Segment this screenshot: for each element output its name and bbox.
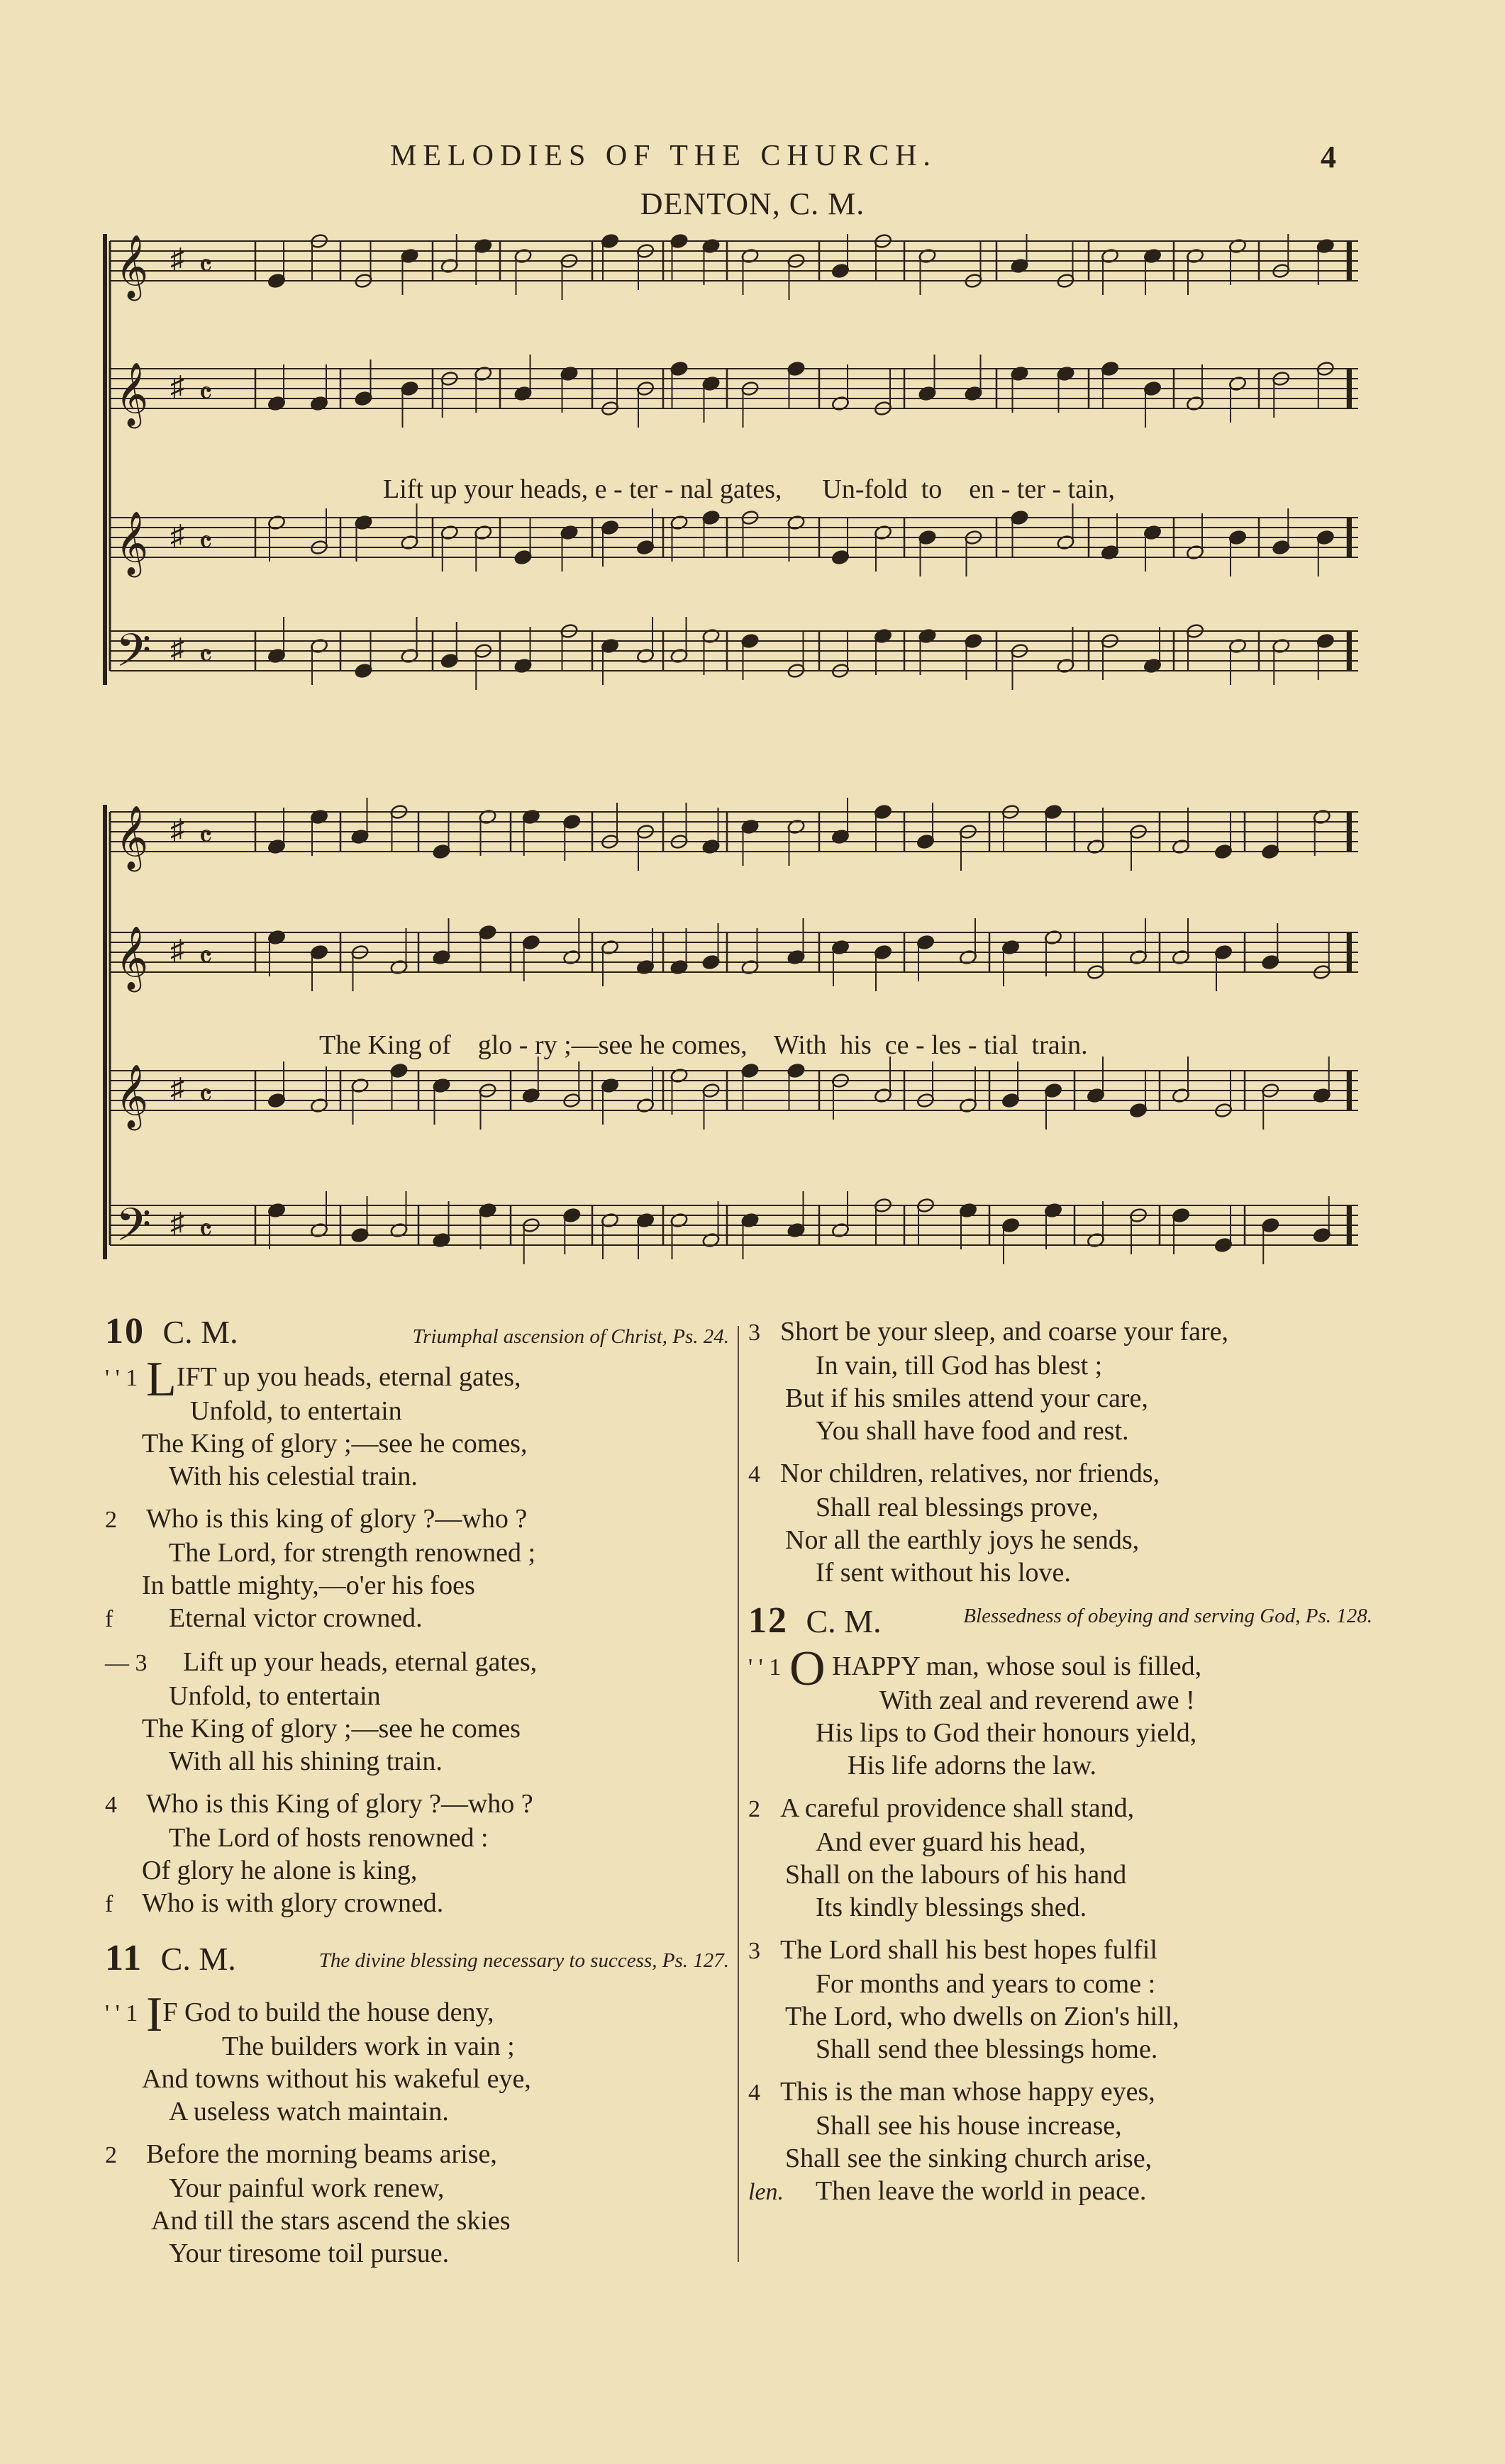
hymn-12 [748, 1600, 1372, 2209]
verse-line: In vain, till God has blest ; [816, 1351, 1103, 1381]
verse-text: Short be your sleep, and coarse your fare, [780, 1317, 1229, 1347]
hymn-heading [105, 1311, 729, 1356]
verse-line: You shall have food and rest. [816, 1416, 1129, 1446]
lyrics-line-1: Lift up your heads, e - ter - nal gates, Un-fold to en - ter - tain, [383, 474, 1116, 504]
verse-text: Eternal victor crowned. [169, 1603, 423, 1633]
verse-text: This is the man whose happy eyes, [780, 2077, 1155, 2107]
hymn-number: 11 [105, 1938, 143, 1978]
page-number: 4 [1321, 140, 1336, 174]
verse-text: Who is this King of glory ?—who ? [146, 1789, 533, 1819]
hymn-subject: Blessedness of obeying and serving God, Ps. 128. [963, 1605, 1372, 1627]
hymns-right-column [748, 1315, 1372, 2221]
sharp-icon: ♯ [170, 1207, 184, 1239]
stanza [748, 1934, 1372, 2066]
time-signature-icon: 𝄴 [199, 525, 213, 560]
staff [110, 355, 1358, 429]
hymn-number: 10 [105, 1311, 145, 1351]
stanza-marker: ' ' 1 [748, 1654, 782, 1680]
verse-line: Nor all the earthly joys he sends, [785, 1525, 1140, 1555]
verse-text: HAPPY man, whose soul is filled, [825, 1651, 1202, 1681]
hymn-11 [105, 1938, 729, 2270]
music-system-2 [103, 791, 1369, 1287]
verse-line [748, 1792, 1372, 1826]
verse-line: Its kindly blessings shed. [816, 1892, 1087, 1922]
verse-line: With zeal and reverend awe ! [879, 1685, 1195, 1715]
time-signature-icon: 𝄴 [199, 1213, 213, 1248]
verse-line: If sent without his love. [816, 1558, 1071, 1588]
verse-line [748, 1641, 1372, 1696]
verse-line: In battle mighty,—o'er his foes [142, 1571, 475, 1600]
stanza [748, 1792, 1372, 1924]
verse-line: Your tiresome toil pursue. [169, 2239, 450, 2268]
sharp-icon: ♯ [170, 519, 184, 551]
verse-line: His life adorns the law. [848, 1751, 1097, 1780]
bass-clef-icon: 𝄢 [116, 625, 152, 689]
stanza [748, 2075, 1372, 2209]
verse-text: Lift up your heads, eternal gates, [183, 1647, 538, 1677]
verse-line [748, 1934, 1372, 1968]
staff [110, 503, 1358, 578]
verse-line: The King of glory ;—see he comes, [142, 1429, 528, 1459]
sharp-icon: ♯ [170, 813, 184, 845]
verse-text: F God to build the house deny, [162, 1997, 494, 2027]
music-system-1 [103, 234, 1369, 730]
treble-clef-icon: 𝄞 [116, 511, 149, 575]
sharp-icon: ♯ [170, 1072, 184, 1104]
dynamic-marker: len. [748, 2179, 784, 2205]
stanza [748, 1641, 1372, 1782]
verse-text: Before the morning beams arise, [146, 2139, 497, 2169]
verse-line: His lips to God their honours yield, [816, 1718, 1197, 1748]
verse-line: The builders work in vain ; [222, 2031, 515, 2061]
stanza [105, 1352, 729, 1493]
treble-clef-icon: 𝄞 [116, 805, 149, 869]
dynamic-marker: f [105, 1606, 113, 1632]
staff [110, 1057, 1358, 1131]
verse-line: Unfold, to entertain [169, 1681, 381, 1711]
stanza [105, 2138, 729, 2270]
staff [110, 1191, 1358, 1264]
verse-text: A careful providence shall stand, [780, 1793, 1135, 1823]
staff [110, 918, 1358, 993]
staff [110, 234, 1358, 301]
treble-clef-icon: 𝄞 [116, 362, 149, 426]
verse-line: But if his smiles attend your care, [785, 1383, 1148, 1413]
treble-clef-icon: 𝄞 [116, 926, 149, 990]
running-head [0, 139, 1505, 182]
final-barline [1348, 518, 1352, 557]
stanza-marker: 2 [748, 1796, 760, 1822]
verse-line [748, 2075, 1372, 2109]
verse-line: And towns without his wakeful eye, [142, 2064, 531, 2094]
verse-line: With his celestial train. [169, 1461, 418, 1491]
stanza-marker: 2 [105, 2142, 117, 2168]
verse-text: Who is this king of glory ?—who ? [146, 1504, 528, 1534]
time-signature-icon: 𝄴 [199, 639, 213, 674]
verse-line [105, 1988, 729, 2042]
verse-line: Shall see his house increase, [816, 2111, 1122, 2141]
verse-line: A useless watch maintain. [169, 2097, 449, 2126]
verse-line: Shall real blessings prove, [816, 1493, 1099, 1522]
stanza-marker: ' ' 1 [105, 2000, 138, 2027]
time-signature-icon: 𝄴 [199, 820, 213, 854]
hymn-meter: C. M. [160, 1941, 236, 1977]
verse-line [748, 2175, 1372, 2209]
verse-line: The King of glory ;—see he comes [142, 1714, 521, 1744]
verse-line: And till the stars ascend the skies [151, 2206, 511, 2236]
verse-line [105, 1602, 729, 1636]
time-signature-icon: 𝄴 [199, 249, 213, 284]
column-divider [738, 1326, 739, 2262]
treble-clef-icon: 𝄞 [116, 1064, 149, 1128]
verse-line [105, 1352, 729, 1407]
stanza [748, 1315, 1372, 1447]
verse-line: Shall on the labours of his hand [785, 1860, 1127, 1890]
verse-line: With all his shining train. [169, 1746, 443, 1776]
verse-line [105, 1646, 729, 1680]
hymn-meter: C. M. [806, 1603, 882, 1639]
hymn-subject: The divine blessing necessary to success, Ps. 127. [318, 1949, 729, 1972]
running-title: MELODIES OF THE CHURCH. [390, 140, 937, 172]
verse-line: Shall send thee blessings home. [816, 2034, 1158, 2064]
verse-text: The Lord shall his best hopes fulfil [780, 1935, 1157, 1965]
stanza-marker: 4 [105, 1792, 117, 1818]
hymn-heading [748, 1600, 1372, 1646]
verse-line: Unfold, to entertain [190, 1396, 402, 1426]
staff [110, 798, 1358, 872]
stanza [105, 1503, 729, 1636]
hymn-subject: Triumphal ascension of Christ, Ps. 24. [412, 1325, 729, 1348]
drop-capital: O [789, 1641, 826, 1696]
final-barline [1348, 1071, 1352, 1110]
time-signature-icon: 𝄴 [199, 940, 213, 975]
sharp-icon: ♯ [170, 934, 184, 966]
verse-line [105, 1887, 729, 1921]
sharp-icon: ♯ [170, 632, 184, 664]
drop-capital: I [146, 1988, 163, 2042]
verse-line: Shall see the sinking church arise, [785, 2144, 1153, 2173]
stanza-marker: 3 [748, 1320, 760, 1346]
stanza-marker: — 3 [105, 1650, 148, 1676]
stanza [105, 1788, 729, 1921]
verse-line [748, 1315, 1372, 1349]
verse-line: Of glory he alone is king, [142, 1856, 418, 1885]
verse-line: The Lord of hosts renowned : [169, 1823, 489, 1853]
sharp-icon: ♯ [170, 243, 184, 274]
stanza-marker: 4 [748, 1461, 760, 1488]
verse-text: Nor children, relatives, nor friends, [780, 1459, 1160, 1488]
stanza-marker: 3 [748, 1938, 760, 1964]
verse-line [105, 1788, 729, 1822]
treble-clef-icon: 𝄞 [116, 235, 149, 299]
staff [110, 617, 1358, 690]
verse-line: Your painful work renew, [169, 2173, 445, 2203]
final-barline [1348, 1205, 1352, 1245]
verse-line [105, 1503, 729, 1537]
stanza-marker: ' ' 1 [105, 1365, 138, 1391]
hymns-left-column [105, 1311, 729, 2282]
verse-text: IFT up you heads, eternal gates, [176, 1362, 521, 1392]
verse-line [748, 1457, 1372, 1491]
system-bracket [103, 805, 107, 1259]
stanza-marker: 4 [748, 2080, 760, 2106]
final-barline [1348, 369, 1352, 408]
verse-text: Who is with glory crowned. [142, 1888, 444, 1918]
verse-line: And ever guard his head, [816, 1827, 1086, 1857]
stanza [748, 1457, 1372, 1589]
tune-title: DENTON, C. M. [640, 186, 865, 221]
time-signature-icon: 𝄴 [199, 377, 213, 411]
verse-line: For months and years to come : [816, 1969, 1156, 1999]
bass-clef-icon: 𝄢 [116, 1199, 152, 1263]
stanza-marker: 2 [105, 1507, 117, 1533]
verse-line: The Lord, for strength renowned ; [169, 1538, 536, 1568]
dynamic-marker: f [105, 1891, 113, 1917]
hymn-number: 12 [748, 1600, 788, 1641]
stanza [105, 1646, 729, 1778]
final-barline [1348, 812, 1352, 852]
hymn-10 [105, 1311, 729, 1921]
hymn-meter: C. M. [162, 1314, 238, 1350]
hymn-heading [105, 1938, 729, 1992]
stanza [105, 1988, 729, 2128]
final-barline [1348, 631, 1352, 671]
sharp-icon: ♯ [170, 370, 184, 402]
verse-text: Then leave the world in peace. [816, 2176, 1147, 2206]
time-signature-icon: 𝄴 [199, 1078, 213, 1113]
system-bracket [103, 234, 107, 685]
verse-line [105, 2138, 729, 2172]
drop-capital: L [146, 1352, 177, 1407]
verse-line: The Lord, who dwells on Zion's hill, [785, 2002, 1179, 2031]
final-barline [1348, 932, 1352, 972]
hymn-11-continued [748, 1315, 1372, 1589]
final-barline [1348, 241, 1352, 281]
lyrics-line-2: The King of glo - ry ;—see he comes, With his ce - les - tial train. [319, 1030, 1088, 1060]
